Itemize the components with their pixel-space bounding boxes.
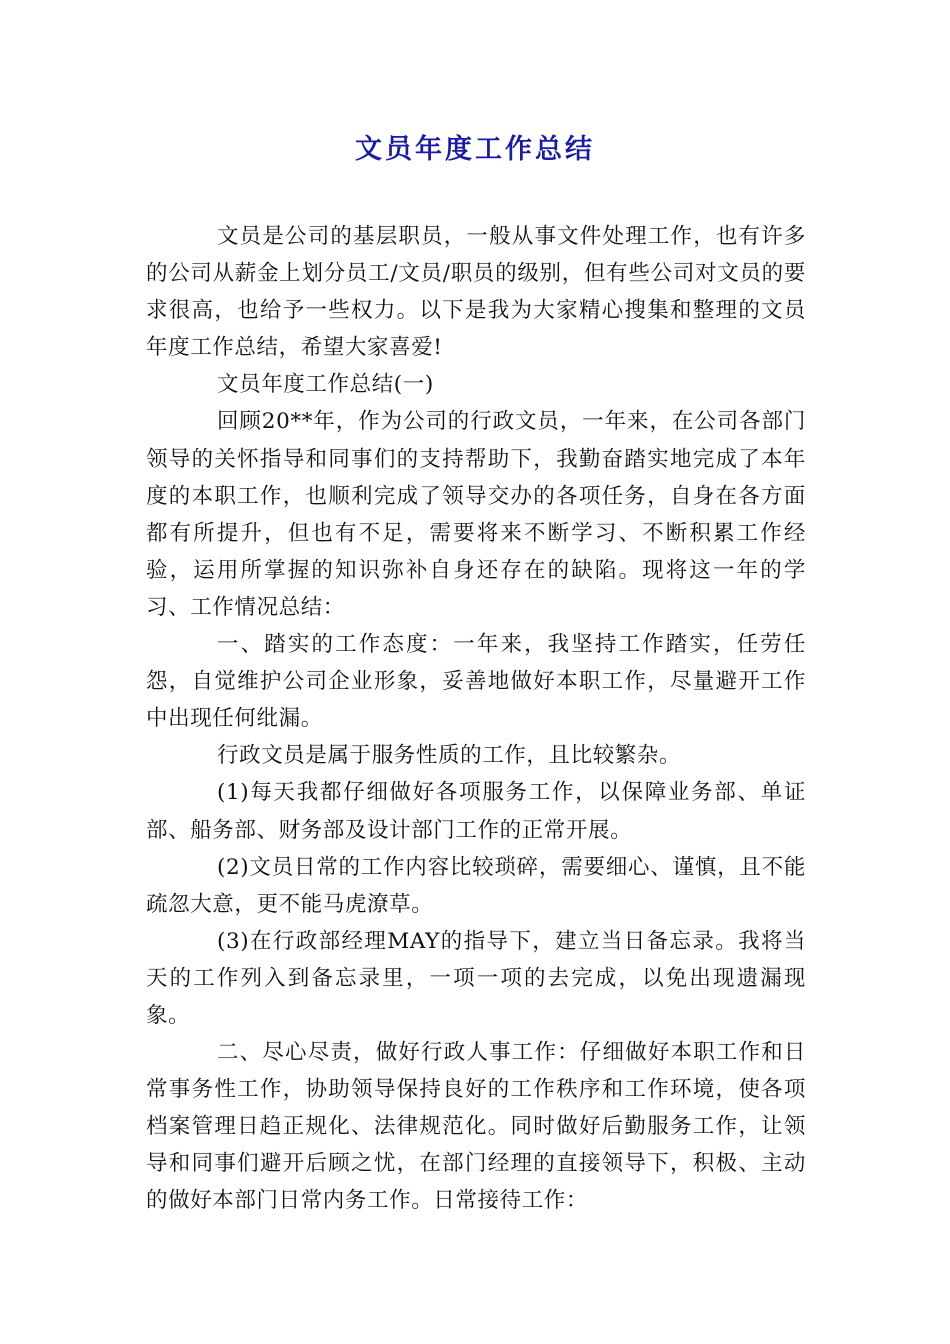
paragraph-admin-hr: 二、尽心尽责，做好行政人事工作：仔细做好本职工作和日常事务性工作，协助领导保持良好的工作秩序和工作环境，使各项档案管理日趋正规化、法律规范化。同时做好后勤服务工作，让领导和同事们避开后顾之忧，在部门经理的直接领导下，积极、主动的做好本部门日常内务工作。日常接待工作： (146, 1040, 806, 1214)
paragraph-item-3: (3)在行政部经理MAY的指导下，建立当日备忘录。我将当天的工作列入到备忘录里，一项一项的去完成，以免出现遗漏现象。 (146, 928, 806, 1028)
document-body (146, 218, 806, 1220)
paragraph-section-heading: 文员年度工作总结(一) (217, 372, 434, 398)
paragraph-item-2: (2)文员日常的工作内容比较琐碎，需要细心、谨慎，且不能疏忽大意，更不能马虎潦草。 (146, 854, 806, 917)
document-title: 文员年度工作总结 (355, 134, 595, 165)
paragraph-attitude: 一、踏实的工作态度：一年来，我坚持工作踏实，任劳任怨，自觉维护公司企业形象，妥善地做好本职工作，尽量避开工作中出现任何纰漏。 (146, 632, 806, 732)
paragraph-service-nature: 行政文员是属于服务性质的工作，且比较繁杂。 (217, 743, 682, 769)
paragraph-intro: 文员是公司的基层职员，一般从事文件处理工作，也有许多的公司从薪金上划分员工/文员/职员的级别，但有些公司对文员的要求很高，也给予一些权力。以下是我为大家精心搜集和整理的文员年度工作总结，希望大家喜爱! (146, 224, 806, 361)
paragraph-item-1: (1)每天我都仔细做好各项服务工作，以保障业务部、单证部、船务部、财务部及设计部门工作的正常开展。 (146, 780, 806, 843)
paragraph-review: 回顾20**年，作为公司的行政文员，一年来，在公司各部门领导的关怀指导和同事们的支持帮助下，我勤奋踏实地完成了本年度的本职工作，也顺利完成了领导交办的各项任务，自身在各方面都有所提升，但也有不足，需要将来不断学习、不断积累工作经验，运用所掌握的知识弥补自身还存在的缺陷。现将这一年的学习、工作情况总结： (146, 409, 806, 620)
